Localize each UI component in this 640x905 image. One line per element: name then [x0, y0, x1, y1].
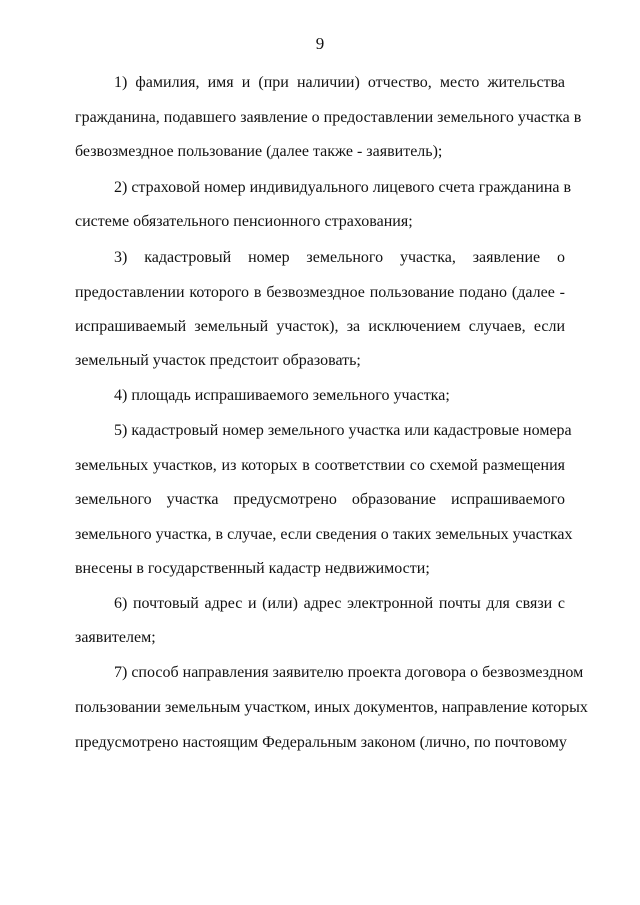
page-number: 9: [315, 34, 325, 53]
item-3-line-2: предоставлении которого в безвозмездное пользование подано (далее -: [75, 284, 565, 301]
item-7-line-2: пользовании земельным участком, иных документов, направление которых: [75, 699, 588, 716]
item-7-line-1: 7) способ направления заявителю проекта договора о безвозмездном: [114, 664, 584, 681]
item-1-line-1: 1) фамилия, имя и (при наличии) отчество, место жительства: [114, 74, 565, 91]
item-5-line-2: земельных участков, из которых в соответствии со схемой размещения: [75, 457, 565, 474]
item-5-line-1: 5) кадастровый номер земельного участка или кадастровые номера: [114, 422, 572, 439]
item-2-line-2: системе обязательного пенсионного страхования;: [75, 213, 413, 230]
item-2-line-1: 2) страховой номер индивидуального лицевого счета гражданина в: [114, 179, 572, 196]
item-5-line-3: земельного участка предусмотрено образование испрашиваемого: [75, 491, 565, 508]
item-7-line-3: предусмотрено настоящим Федеральным законом (лично, по почтовому: [75, 734, 567, 751]
item-1-line-3: безвозмездное пользование (далее также - заявитель);: [75, 143, 443, 160]
item-1-line-2: гражданина, подавшего заявление о предоставлении земельного участка в: [75, 109, 582, 126]
item-5-line-5: внесены в государственный кадастр недвижимости;: [75, 560, 430, 577]
item-6-line-1: 6) почтовый адрес и (или) адрес электронной почты для связи с: [114, 595, 565, 612]
item-3-line-4: земельный участок предстоит образовать;: [75, 352, 361, 369]
item-4-line-1: 4) площадь испрашиваемого земельного участка;: [114, 387, 450, 404]
item-3-line-3: испрашиваемый земельный участок), за исключением случаев, если: [75, 318, 565, 335]
item-6-line-2: заявителем;: [75, 629, 156, 646]
item-3-line-1: 3) кадастровый номер земельного участка, заявление о: [114, 249, 565, 266]
item-5-line-4: земельного участка, в случае, если сведения о таких земельных участках: [75, 526, 573, 543]
